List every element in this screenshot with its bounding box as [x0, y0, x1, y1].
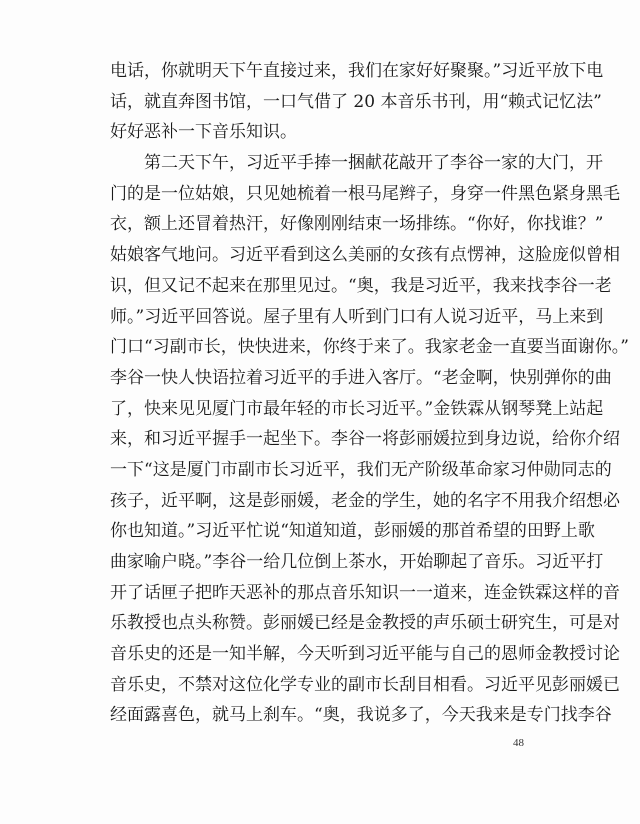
text-line: 师。”习近平回答说。屋子里有人听到门口有人说习近平，马上来到 [110, 306, 604, 327]
text-line: 一下“这是厦门市副市长习近平，我们无产阶级革命家习仲勋同志的 [110, 459, 612, 480]
text-line: 开了话匣子把昨天恶补的那点音乐知识一一道来，连金铁霖这样的音 [110, 582, 620, 603]
text-line: 衣，额上还冒着热汗，好像刚刚结束一场排练。“你好，你找谁？” [110, 214, 604, 235]
text-line: 经面露喜色，就马上刹车。“奥，我说多了，今天我来是专门找李谷 [110, 705, 612, 726]
text-line: 李谷一快人快语拉着习近平的手进入客厅。“老金啊，快别弹你的曲 [110, 367, 612, 388]
text-line: 门口“习副市长，快快进来，你终于来了。我家老金一直要当面谢你。” [110, 337, 629, 358]
text-line: 音乐史，不禁对这位化学专业的副市长刮目相看。习近平见彭丽媛已 [110, 674, 620, 695]
page-number: 48 [513, 737, 524, 749]
paragraph-first-line: 第二天下午，习近平手捧一捆献花敲开了李谷一家的大门，开 [144, 153, 603, 174]
text-line: 识，但又记不起来在那里见过。“奥，我是习近平，我来找李谷一老 [110, 275, 612, 296]
text-line: 姑娘客气地问。习近平看到这么美丽的女孩有点愣神，这脸庞似曾相 [110, 245, 620, 266]
text-line: 音乐史的还是一知半解，今天听到习近平能与自己的恩师金教授讨论 [110, 644, 620, 665]
text-line: 电话，你就明天下午直接过来，我们在家好好聚聚。”习近平放下电 [110, 61, 604, 81]
text-line: 你也知道。”习近平忙说“知道知道，彭丽媛的那首希望的田野上歌 [110, 521, 595, 542]
text-line: 来，和习近平握手一起坐下。李谷一将彭丽媛拉到身边说，给你介绍 [110, 429, 620, 450]
text-line: 好好恶补一下音乐知识。 [110, 122, 297, 143]
text-line: 门的是一位姑娘，只见她梳着一根马尾辫子，身穿一件黑色紧身黑毛 [110, 183, 620, 204]
body-text [110, 56, 629, 731]
text-line: 孩子，近平啊，这是彭丽媛，老金的学生，她的名字不用我介绍想必 [110, 490, 620, 511]
text-line: 了，快来见见厦门市最年轻的市长习近平。”金铁霖从钢琴凳上站起 [110, 398, 604, 419]
text-line: 曲家喻户晓。”李谷一给几位倒上茶水，开始聊起了音乐。习近平打 [110, 552, 604, 572]
text-line: 乐教授也点头称赞。彭丽媛已经是金教授的声乐硕士研究生，可是对 [110, 613, 620, 634]
text-line: 话，就直奔图书馆，一口气借了 20 本音乐书刊，用“赖式记忆法” [110, 91, 602, 112]
